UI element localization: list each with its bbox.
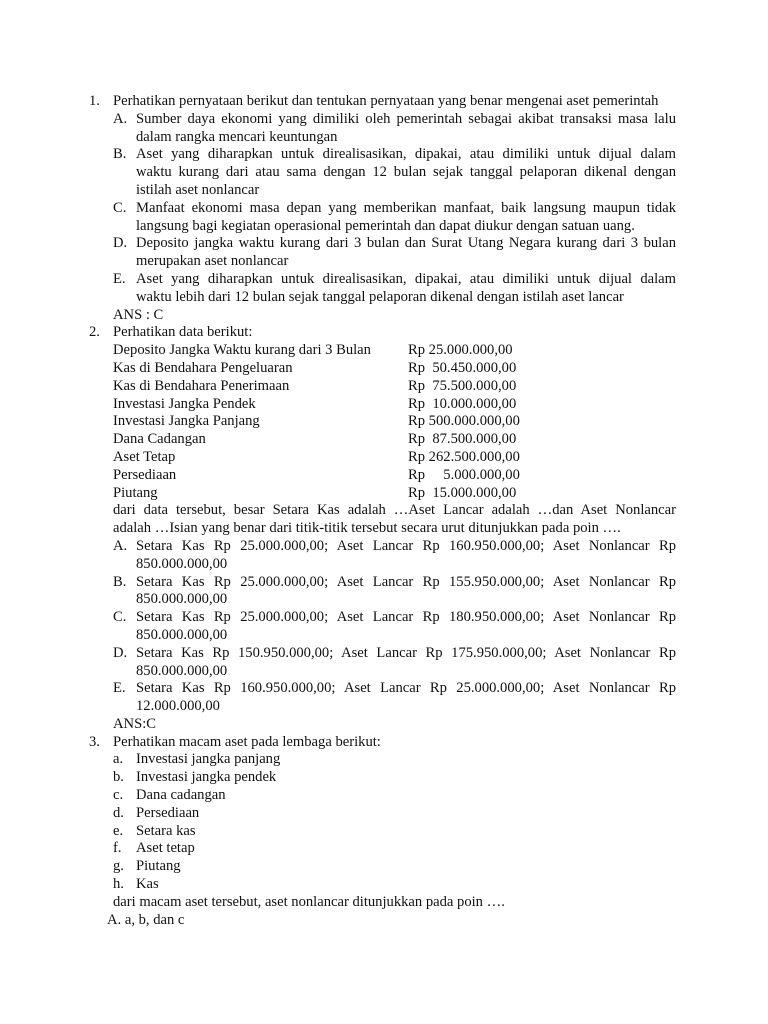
question-number: 3.	[89, 733, 100, 750]
option-text: Aset yang diharapkan untuk direalisasikan, dipakai, atau dimiliki untuk dijual dalam	[136, 146, 676, 163]
document-content	[0, 93, 768, 929]
data-item: Piutang	[113, 484, 158, 501]
question-2	[0, 324, 768, 733]
data-value: Rp 10.000.000,00	[408, 395, 517, 412]
data-item: Deposito Jangka Waktu kurang dari 3 Bulan	[113, 342, 371, 359]
data-item: Investasi Jangka Pendek	[113, 395, 256, 412]
data-value: Rp 75.500.000,00	[408, 377, 517, 394]
question-stem: dari macam aset tersebut, aset nonlancar ditunjukkan pada poin ….	[113, 893, 505, 910]
option-text: Deposito jangka waktu kurang dari 3 bulan dan Surat Utang Negara kurang dari 3 bulan	[136, 235, 676, 252]
item-text: Kas	[136, 876, 159, 893]
item-label: f.	[113, 840, 122, 857]
option-label: C.	[113, 609, 127, 626]
data-value: Rp 5.000.000,00	[408, 466, 520, 483]
data-row	[0, 449, 768, 467]
item-label: g.	[113, 858, 124, 875]
option-text: Setara Kas Rp 25.000.000,00; Aset Lancar Rp 160.950.000,00; Aset Nonlancar Rp	[136, 537, 676, 554]
option-text: Setara Kas Rp 25.000.000,00; Aset Lancar Rp 180.950.000,00; Aset Nonlancar Rp	[136, 609, 676, 626]
option-text: 850.000.000,00	[136, 555, 228, 572]
option-text: Aset yang diharapkan untuk direalisasikan, dipakai, atau dimiliki untuk dijual dalam	[136, 270, 676, 287]
item-label: h.	[113, 876, 124, 893]
data-value: Rp 262.500.000,00	[408, 448, 520, 465]
data-item: Kas di Bendahara Penerimaan	[113, 377, 290, 394]
item-label: a.	[113, 751, 124, 768]
option-text: Setara Kas Rp 25.000.000,00; Aset Lancar Rp 155.950.000,00; Aset Nonlancar Rp	[136, 573, 676, 590]
data-value: Rp 87.500.000,00	[408, 431, 517, 448]
data-row	[0, 485, 768, 503]
data-row	[0, 413, 768, 431]
question-number: 2.	[89, 324, 100, 341]
data-value: Rp 25.000.000,00	[408, 342, 513, 359]
option-text: Setara Kas Rp 150.950.000,00; Aset Lancar Rp 175.950.000,00; Aset Nonlancar Rp	[136, 644, 676, 661]
data-row	[0, 431, 768, 449]
data-row	[0, 396, 768, 414]
option-text: Setara Kas Rp 160.950.000,00; Aset Lancar Rp 25.000.000,00; Aset Nonlancar Rp	[136, 680, 676, 697]
option-text: istilah aset nonlancar	[136, 181, 260, 198]
question-text: Perhatikan macam aset pada lembaga berikut:	[113, 733, 381, 750]
question-1	[0, 93, 768, 324]
option-text: Manfaat ekonomi masa depan yang memberikan manfaat, baik langsung maupun tidak	[136, 199, 676, 216]
item-text: Investasi jangka panjang	[136, 751, 281, 768]
item-text: Persediaan	[136, 804, 200, 821]
option-text: langsung bagi kegiatan operasional pemerintah dan dapat diukur dengan satuan uang.	[136, 217, 635, 234]
answer-key: ANS:C	[113, 715, 156, 732]
question-stem: adalah …Isian yang benar dari titik-titik tersebut secara urut ditunjukkan pada poin ….	[113, 520, 621, 537]
item-text: Investasi jangka pendek	[136, 769, 277, 786]
data-item: Dana Cadangan	[113, 431, 206, 448]
option-a: A. a, b, dan c	[107, 911, 185, 928]
option-text: 850.000.000,00	[136, 626, 228, 643]
question-stem: dari data tersebut, besar Setara Kas adalah …Aset Lancar adalah …dan Aset Nonlancar	[113, 502, 676, 519]
option-text: merupakan aset nonlancar	[136, 253, 289, 270]
option-text: 850.000.000,00	[136, 662, 228, 679]
data-table	[0, 342, 768, 502]
option-label: A.	[113, 537, 128, 554]
item-label: e.	[113, 822, 124, 839]
option-text: waktu kurang dari atau sama dengan 12 bulan sejak tanggal pelaporan dikenal dengan	[136, 164, 676, 181]
option-label: C.	[113, 199, 127, 216]
option-label: E.	[113, 270, 126, 287]
item-text: Dana cadangan	[136, 787, 226, 804]
option-label: A.	[113, 110, 128, 127]
data-item: Investasi Jangka Panjang	[113, 413, 260, 430]
data-item: Kas di Bendahara Pengeluaran	[113, 359, 293, 376]
option-text: dalam rangka mencari keuntungan	[136, 128, 338, 145]
item-text: Piutang	[136, 858, 181, 875]
option-label: B.	[113, 573, 127, 590]
data-item: Aset Tetap	[113, 448, 176, 465]
data-value: Rp 500.000.000,00	[408, 413, 520, 430]
data-row	[0, 378, 768, 396]
question-text: Perhatikan pernyataan berikut dan tentukan pernyataan yang benar mengenai aset pemerintah	[113, 93, 659, 109]
option-label: B.	[113, 146, 127, 163]
option-text: waktu lebih dari 12 bulan sejak tanggal pelaporan dikenal dengan istilah aset lancar	[136, 288, 624, 305]
data-row	[0, 342, 768, 360]
question-3	[0, 734, 768, 930]
question-text: Perhatikan data berikut:	[113, 324, 253, 341]
data-value: Rp 50.450.000,00	[408, 359, 517, 376]
data-item: Persediaan	[113, 466, 177, 483]
item-label: d.	[113, 804, 124, 821]
option-label: D.	[113, 644, 128, 661]
answer-key: ANS : C	[113, 306, 164, 323]
data-value: Rp 15.000.000,00	[408, 484, 517, 501]
option-text: 850.000.000,00	[136, 591, 228, 608]
data-row	[0, 360, 768, 378]
item-text: Setara kas	[136, 822, 196, 839]
option-text: Sumber daya ekonomi yang dimiliki oleh pemerintah sebagai akibat transaksi masa lalu	[136, 110, 676, 127]
option-text: 12.000.000,00	[136, 698, 220, 715]
option-label: E.	[113, 680, 126, 697]
item-label: b.	[113, 769, 124, 786]
data-row	[0, 467, 768, 485]
option-label: D.	[113, 235, 128, 252]
item-text: Aset tetap	[136, 840, 195, 857]
item-label: c.	[113, 787, 124, 804]
question-number: 1.	[89, 93, 100, 109]
